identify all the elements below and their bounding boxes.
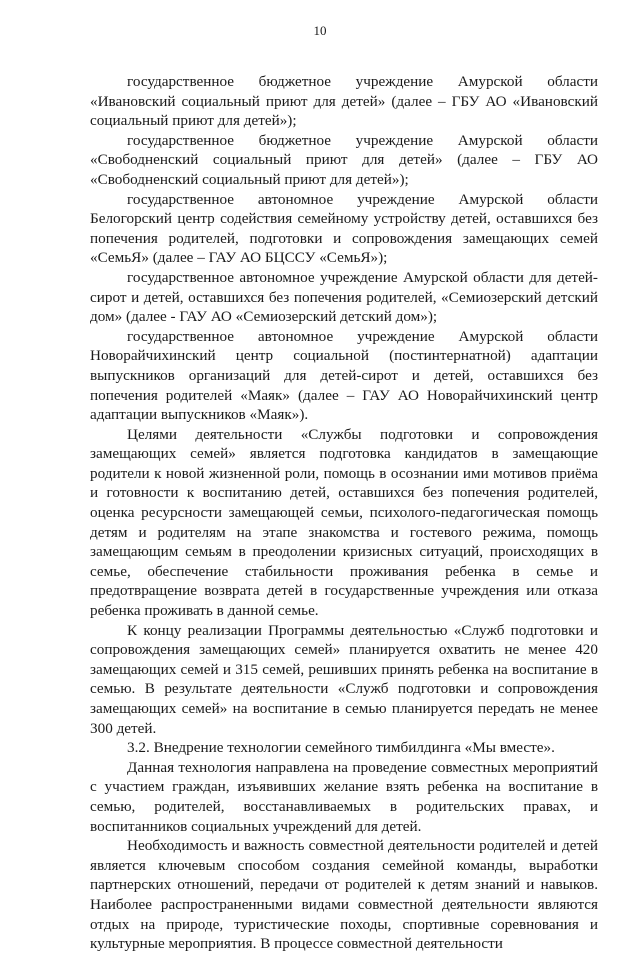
paragraph-svobodnensky-shelter: государственное бюджетное учреждение Амурской области «Свободненский социальный приют для детей» (далее – ГБУ АО «Свободненский социальный приют для детей»); (90, 131, 598, 188)
paragraph-mayak-center: государственное автономное учреждение Амурской области Новорайчихинский центр социальной (постинтернатной) адаптации выпускников организаций для детей-сирот и детей, оставшихся без попечения родителей «Маяк» (далее – ГАУ АО Новорайчихинский центр адаптации выпускников «Маяк»). (90, 327, 598, 424)
section-heading-3-2: 3.2. Внедрение технологии семейного тимбилдинга «Мы вместе». (127, 739, 555, 757)
paragraph-joint-activity: Необходимость и важность совместной деятельности родителей и детей является ключевым способом создания семейной команды, выработки партнерских отношений, передачи от родителей к детям знаний и навыков. Наиболее распространенными видами совместной деятельности являются отдых на природе, туристические походы, спортивные соревнования и культурные мероприятия. В процессе совместной деятельности (90, 837, 598, 953)
paragraph-semiozersky-orphanage: государственное автономное учреждение Амурской области для детей-сирот и детей, оставшихся без попечения родителей, «Семиозерский детский дом» (далее - ГАУ АО «Семиозерский детский дом»); (90, 268, 598, 326)
paragraph-technology-description: Данная технология направлена на проведение совместных мероприятий с участием граждан, изъявивших желание взять ребенка на воспитание в семью, родителей, восстанавливаемых в родительских правах, и воспитанников социальных учреждений для детей. (90, 758, 598, 835)
page-number: 10 (313, 23, 327, 38)
paragraph-belogorsk-center: государственное автономное учреждение Амурской области Белогорский центр содействия семейному устройству детей, оставшихся без попечения родителей, подготовки и сопровождения замещающих семей «СемьЯ» (далее – ГАУ АО БЦССУ «СемьЯ»); (90, 190, 598, 267)
paragraph-service-goals: Целями деятельности «Службы подготовки и сопровождения замещающих семей» является подготовка кандидатов в замещающие родители к новой жизненной роли, помощь в осознании ими мотивов приёма и готовности к воспитанию детей, оставшихся без попечения родителей, оценка ресурсности замещающей семьи, психолого-педагогическая помощь детям и родителям на этапе знакомства и гостевого режима, помощь замещающим семьям в преодолении кризисных ситуаций, происходящих в семье, обеспечение стабильности проживания ребенка в семье и предотвращение возврата детей в государственные учреждения или отказа ребенка проживать в данной семье. (90, 425, 598, 620)
document-body (90, 72, 598, 954)
paragraph-program-results: К концу реализации Программы деятельностью «Служб подготовки и сопровождения замещающих семей» планируется охватить не менее 420 замещающих семей и 315 семей, решивших принять ребенка на воспитание в семью. В результате деятельности «Служб подготовки и сопровождения замещающих семей» на воспитание в семью планируется передать не менее 300 детей. (90, 621, 598, 737)
paragraph-ivanovsky-shelter: государственное бюджетное учреждение Амурской области «Ивановский социальный приют для детей» (далее – ГБУ АО «Ивановский социальный приют для детей»); (90, 73, 598, 130)
